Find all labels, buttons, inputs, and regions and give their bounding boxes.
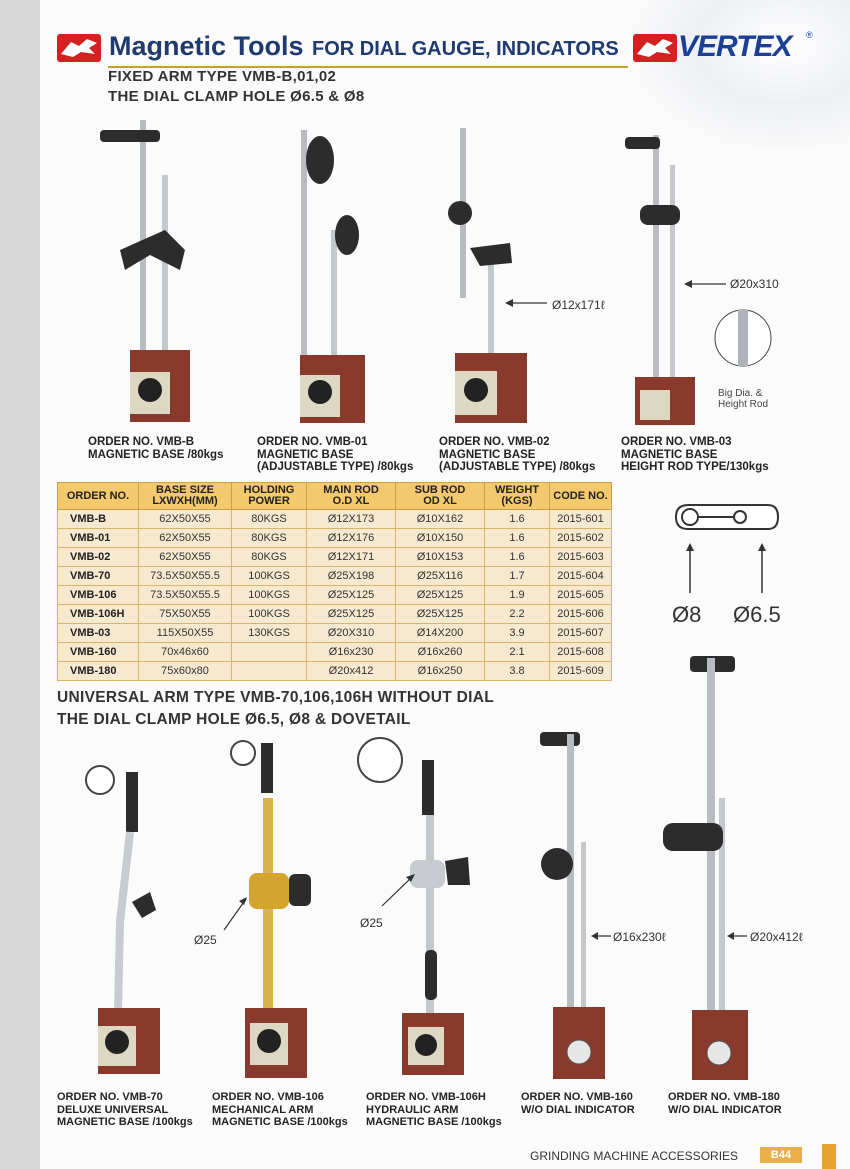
header-base-size: BASE SIZE LXWXH(MM)	[139, 483, 232, 510]
header-order-no: ORDER NO.	[58, 483, 139, 510]
caption-order: ORDER NO. VMB-106	[212, 1091, 324, 1103]
cell-sub-rod: Ø14X200	[396, 624, 485, 643]
registered-mark: ®	[806, 30, 813, 40]
cell-order: VMB-180	[58, 662, 139, 681]
cell-sub-rod: Ø25X116	[396, 567, 485, 586]
header-holding-power: HOLDING POWER	[232, 483, 307, 510]
cell-base: 70x46x60	[139, 643, 232, 662]
caption-line3: HEIGHT ROD TYPE/130kgs	[621, 461, 769, 473]
caption-order: ORDER NO. VMB-70	[57, 1091, 163, 1103]
table-row	[58, 643, 612, 662]
vmb-02-rod-dimension: Ø12x171ℓ	[552, 298, 605, 312]
caption-line3: MAGNETIC BASE /100kgs	[366, 1116, 502, 1128]
cell-power: 80KGS	[232, 510, 307, 529]
header-weight: WEIGHT (KGS)	[485, 483, 550, 510]
vmb-160-arrow-icon	[591, 931, 613, 941]
caption-vmb-b	[88, 436, 223, 461]
clamp-hole-diagram-icon	[668, 495, 788, 595]
vmb-b-illustration	[90, 110, 200, 430]
cell-order: VMB-70	[58, 567, 139, 586]
cell-weight: 2.2	[485, 605, 550, 624]
cell-sub-rod: Ø10X153	[396, 548, 485, 567]
vmb-70-illustration	[60, 762, 170, 1082]
caption-line3: (ADJUSTABLE TYPE) /80kgs	[439, 461, 596, 473]
caption-vmb-70	[57, 1091, 193, 1129]
cell-weight: 1.6	[485, 529, 550, 548]
caption-vmb-03	[621, 436, 769, 474]
caption-line2: MAGNETIC BASE	[439, 448, 536, 461]
vmb-160-dimension: Ø16x230ℓ	[613, 930, 666, 944]
caption-line2: MAGNETIC BASE	[257, 448, 354, 461]
cell-code: 2015-606	[550, 605, 612, 624]
vmb-03-note-line1: Big Dia. &	[718, 388, 763, 399]
table-row	[58, 510, 612, 529]
cell-order: VMB-02	[58, 548, 139, 567]
caption-order: ORDER NO. VMB-B	[88, 436, 195, 448]
height-rod-detail-icon	[713, 308, 773, 368]
cell-power	[232, 643, 307, 662]
table-row	[58, 529, 612, 548]
caption-order: ORDER NO. VMB-02	[439, 436, 550, 448]
cell-power: 100KGS	[232, 567, 307, 586]
footer-category: GRINDING MACHINE ACCESSORIES	[530, 1149, 739, 1163]
caption-order: ORDER NO. VMB-01	[257, 436, 368, 448]
vmb-03-note-line2: Height Rod	[718, 399, 769, 410]
cell-base: 62X50X55	[139, 510, 232, 529]
cell-code: 2015-605	[550, 586, 612, 605]
header-main-rod: MAIN ROD O.D XL	[307, 483, 396, 510]
cell-code: 2015-609	[550, 662, 612, 681]
caption-vmb-106h	[366, 1091, 502, 1129]
cell-main-rod: Ø25X125	[307, 586, 396, 605]
caption-line2: HYDRAULIC ARM	[366, 1103, 459, 1116]
cell-sub-rod: Ø10X150	[396, 529, 485, 548]
caption-order: ORDER NO. VMB-03	[621, 436, 732, 448]
caption-order: ORDER NO. VMB-106H	[366, 1091, 486, 1103]
table-row	[58, 586, 612, 605]
caption-vmb-180	[668, 1091, 782, 1116]
table-row	[58, 548, 612, 567]
eagle-logo-icon	[57, 34, 101, 62]
vmb-03-arrow-icon	[684, 279, 728, 289]
cell-main-rod: Ø20X310	[307, 624, 396, 643]
cell-base: 73.5X50X55.5	[139, 586, 232, 605]
vmb-70-dimension: Ø25	[194, 933, 217, 947]
cell-base: 73.5X50X55.5	[139, 567, 232, 586]
cell-weight: 1.7	[485, 567, 550, 586]
cell-sub-rod: Ø25X125	[396, 586, 485, 605]
cell-weight: 1.6	[485, 548, 550, 567]
cell-base: 75X50X55	[139, 605, 232, 624]
caption-line3: MAGNETIC BASE /100kgs	[57, 1116, 193, 1128]
cell-main-rod: Ø12X173	[307, 510, 396, 529]
caption-vmb-02	[439, 436, 595, 474]
cell-sub-rod: Ø25X125	[396, 605, 485, 624]
table-row	[58, 624, 612, 643]
brand-name: VERTEX	[678, 30, 792, 63]
cell-weight: 1.6	[485, 510, 550, 529]
cell-weight: 3.8	[485, 662, 550, 681]
cell-code: 2015-604	[550, 567, 612, 586]
vmb-160-illustration	[535, 722, 615, 1082]
cell-power	[232, 662, 307, 681]
cell-base: 75x60x80	[139, 662, 232, 681]
cell-base: 115X50X55	[139, 624, 232, 643]
cell-power: 100KGS	[232, 605, 307, 624]
cell-sub-rod: Ø16x250	[396, 662, 485, 681]
spec-table	[57, 482, 612, 681]
caption-vmb-01	[257, 436, 413, 474]
cell-main-rod: Ø20x412	[307, 662, 396, 681]
vmb-70-arrow-icon	[222, 896, 248, 932]
caption-line2: MECHANICAL ARM	[212, 1103, 314, 1116]
cell-sub-rod: Ø10X162	[396, 510, 485, 529]
caption-line2: MAGNETIC BASE /80kgs	[88, 448, 224, 461]
cell-main-rod: Ø12X176	[307, 529, 396, 548]
clamp-hole-8: Ø8	[672, 602, 702, 627]
cell-base: 62X50X55	[139, 529, 232, 548]
cell-power: 130KGS	[232, 624, 307, 643]
cell-order: VMB-106	[58, 586, 139, 605]
caption-line2: DELUXE UNIVERSAL	[57, 1103, 169, 1116]
cell-order: VMB-106H	[58, 605, 139, 624]
clamp-hole-6-5: Ø6.5	[733, 602, 781, 627]
page-subtitle: FOR DIAL GAUGE, INDICATORS	[312, 38, 619, 60]
cell-main-rod: Ø16x230	[307, 643, 396, 662]
caption-order: ORDER NO. VMB-180	[668, 1091, 780, 1103]
caption-line2: MAGNETIC BASE	[621, 448, 718, 461]
caption-line2: W/O DIAL INDICATOR	[668, 1103, 782, 1116]
cell-weight: 3.9	[485, 624, 550, 643]
vmb-106-dimension: Ø25	[360, 916, 383, 930]
cell-base: 62X50X55	[139, 548, 232, 567]
vmb-180-dimension: Ø20x412ℓ	[750, 930, 803, 944]
cell-sub-rod: Ø16x260	[396, 643, 485, 662]
cell-power: 100KGS	[232, 586, 307, 605]
section-tab	[822, 1144, 836, 1169]
cell-code: 2015-603	[550, 548, 612, 567]
vmb-180-arrow-icon	[727, 931, 749, 941]
vmb-03-rod-dimension: Ø20x310	[730, 277, 779, 291]
caption-line3: (ADJUSTABLE TYPE) /80kgs	[257, 461, 414, 473]
section2-heading: UNIVERSAL ARM TYPE VMB-70,106,106H WITHOUT DIAL	[57, 689, 494, 706]
vmb-01-illustration	[265, 120, 375, 430]
cell-order: VMB-03	[58, 624, 139, 643]
cell-order: VMB-B	[58, 510, 139, 529]
caption-order: ORDER NO. VMB-160	[521, 1091, 633, 1103]
cell-power: 80KGS	[232, 529, 307, 548]
brand-eagle-icon	[633, 34, 677, 62]
cell-weight: 1.9	[485, 586, 550, 605]
table-header-row	[58, 483, 612, 510]
caption-line2: W/O DIAL INDICATOR	[521, 1103, 635, 1116]
section1-heading: FIXED ARM TYPE VMB-B,01,02	[108, 68, 337, 85]
cell-order: VMB-160	[58, 643, 139, 662]
cell-main-rod: Ø25X198	[307, 567, 396, 586]
section2-subheading: THE DIAL CLAMP HOLE Ø6.5, Ø8 & DOVETAIL	[57, 711, 411, 728]
cell-code: 2015-608	[550, 643, 612, 662]
vmb-02-arrow-icon	[505, 298, 549, 308]
cell-main-rod: Ø25X125	[307, 605, 396, 624]
cell-code: 2015-601	[550, 510, 612, 529]
header-code-no: CODE NO.	[550, 483, 612, 510]
caption-line3: MAGNETIC BASE /100kgs	[212, 1116, 348, 1128]
cell-code: 2015-602	[550, 529, 612, 548]
cell-power: 80KGS	[232, 548, 307, 567]
vmb-02-illustration	[440, 118, 540, 428]
vmb-03-illustration	[620, 125, 700, 430]
vmb-106-arrow-icon	[380, 872, 416, 908]
cell-main-rod: Ø12X171	[307, 548, 396, 567]
table-row	[58, 662, 612, 681]
table-row	[58, 567, 612, 586]
page-title: Magnetic Tools	[109, 31, 304, 61]
caption-vmb-106	[212, 1091, 348, 1129]
table-row	[58, 605, 612, 624]
cell-weight: 2.1	[485, 643, 550, 662]
page-number: B44	[760, 1147, 802, 1163]
cell-order: VMB-01	[58, 529, 139, 548]
vmb-180-illustration	[655, 648, 765, 1083]
header-sub-rod: SUB ROD OD XL	[396, 483, 485, 510]
cell-code: 2015-607	[550, 624, 612, 643]
caption-vmb-160	[521, 1091, 635, 1116]
section1-subheading: THE DIAL CLAMP HOLE Ø6.5 & Ø8	[108, 88, 365, 105]
